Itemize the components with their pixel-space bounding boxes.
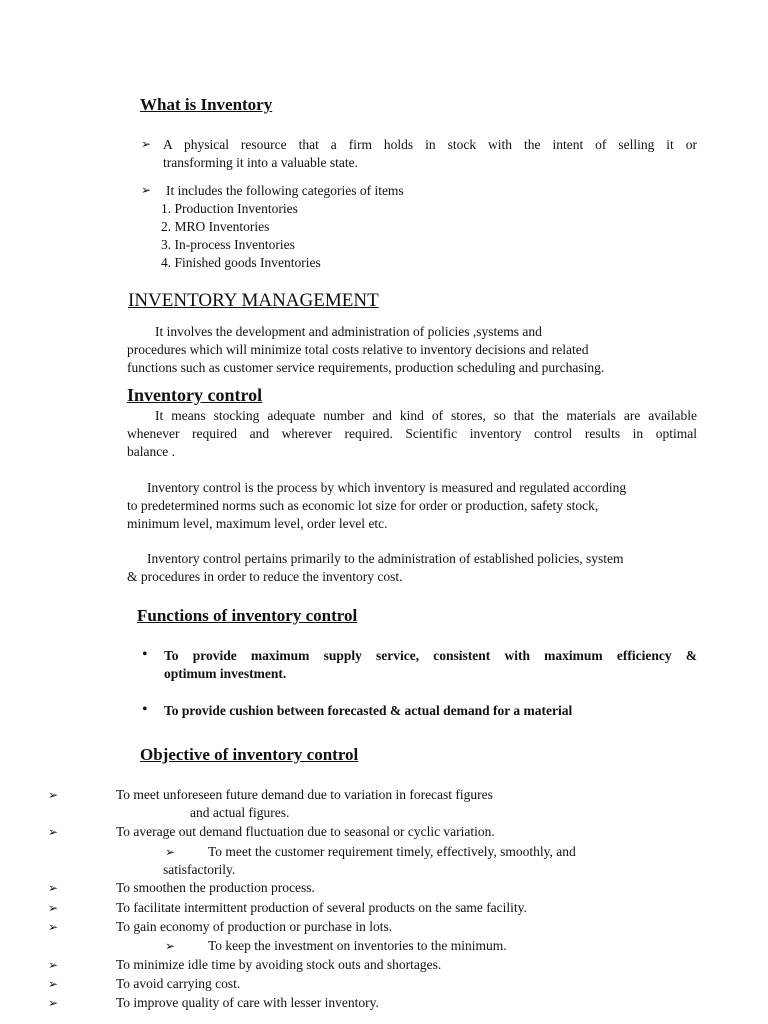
arrow-bullet-icon: ➢	[141, 183, 152, 197]
management-line-2: procedures which will minimize total costs relative to inventory decisions and related	[127, 342, 589, 357]
dot-bullet-icon: •	[142, 701, 148, 718]
arrow-bullet-icon: ➢	[48, 958, 59, 972]
arrow-bullet-icon: ➢	[48, 825, 59, 839]
dot-bullet-icon: •	[142, 646, 148, 663]
function-item-1-line-2: optimum investment.	[164, 666, 287, 681]
control-para3-line-2: & procedures in order to reduce the inventory cost.	[127, 569, 403, 584]
heading-inventory-management: INVENTORY MANAGEMENT	[128, 290, 379, 311]
arrow-bullet-icon: ➢	[48, 881, 59, 895]
arrow-bullet-icon: ➢	[48, 901, 59, 915]
control-para2-line-1: Inventory control is the process by which inventory is measured and regulated according	[147, 480, 627, 495]
objective-item-continuation: and actual figures.	[190, 805, 290, 820]
management-line-1: It involves the development and administration of policies ,systems and	[155, 324, 542, 339]
heading-what-is-inventory: What is Inventory	[140, 95, 273, 114]
category-item: 4. Finished goods Inventories	[161, 255, 321, 270]
objective-item: To avoid carrying cost.	[116, 976, 241, 991]
objective-item: To meet unforeseen future demand due to variation in forecast figures	[116, 787, 493, 802]
arrow-bullet-icon: ➢	[165, 939, 176, 953]
heading-inventory-control: Inventory control	[127, 385, 263, 405]
objective-item: To minimize idle time by avoiding stock outs and shortages.	[116, 957, 442, 972]
arrow-bullet-icon: ➢	[48, 996, 59, 1010]
arrow-bullet-icon: ➢	[165, 845, 176, 859]
objective-item: To smoothen the production process.	[116, 880, 315, 895]
function-item-1-line-1: To provide maximum supply service, consistent with maximum efficiency &	[164, 648, 697, 663]
heading-functions: Functions of inventory control	[137, 606, 358, 625]
function-item-2: To provide cushion between forecasted & actual demand for a material	[164, 703, 573, 718]
definition-line-2: transforming it into a valuable state.	[163, 155, 358, 170]
objective-item: To average out demand fluctuation due to seasonal or cyclic variation.	[116, 824, 495, 839]
arrow-bullet-icon: ➢	[141, 137, 152, 151]
control-para1-line-3: balance .	[127, 444, 175, 459]
categories-intro: It includes the following categories of items	[166, 183, 404, 198]
objective-subitem: To keep the investment on inventories to the minimum.	[208, 938, 507, 953]
control-para3-line-1: Inventory control pertains primarily to the administration of established policies, system	[147, 551, 624, 566]
arrow-bullet-icon: ➢	[48, 788, 59, 802]
control-para1-line-2: whenever required and wherever required. Scientific inventory control results in optimal	[127, 426, 697, 441]
objective-item: To improve quality of care with lesser inventory.	[116, 995, 379, 1010]
management-line-3: functions such as customer service requirements, production scheduling and purchasing.	[127, 360, 605, 375]
heading-objective: Objective of inventory control	[140, 745, 359, 764]
objective-subitem-continuation: satisfactorily.	[163, 862, 236, 877]
control-para1-line-1: It means stocking adequate number and kind of stores, so that the materials are available	[155, 408, 697, 423]
category-item: 3. In-process Inventories	[161, 237, 295, 252]
objective-item: To facilitate intermittent production of several products on the same facility.	[116, 900, 527, 915]
arrow-bullet-icon: ➢	[48, 920, 59, 934]
objective-item: To gain economy of production or purchase in lots.	[116, 919, 393, 934]
arrow-bullet-icon: ➢	[48, 977, 59, 991]
category-item: 2. MRO Inventories	[161, 219, 270, 234]
objective-subitem: To meet the customer requirement timely, effectively, smoothly, and	[208, 844, 576, 859]
definition-line-1: A physical resource that a firm holds in stock with the intent of selling it or	[163, 137, 697, 152]
category-item: 1. Production Inventories	[161, 201, 298, 216]
control-para2-line-3: minimum level, maximum level, order level etc.	[127, 516, 388, 531]
control-para2-line-2: to predetermined norms such as economic lot size for order or production, safety stock,	[127, 498, 599, 513]
